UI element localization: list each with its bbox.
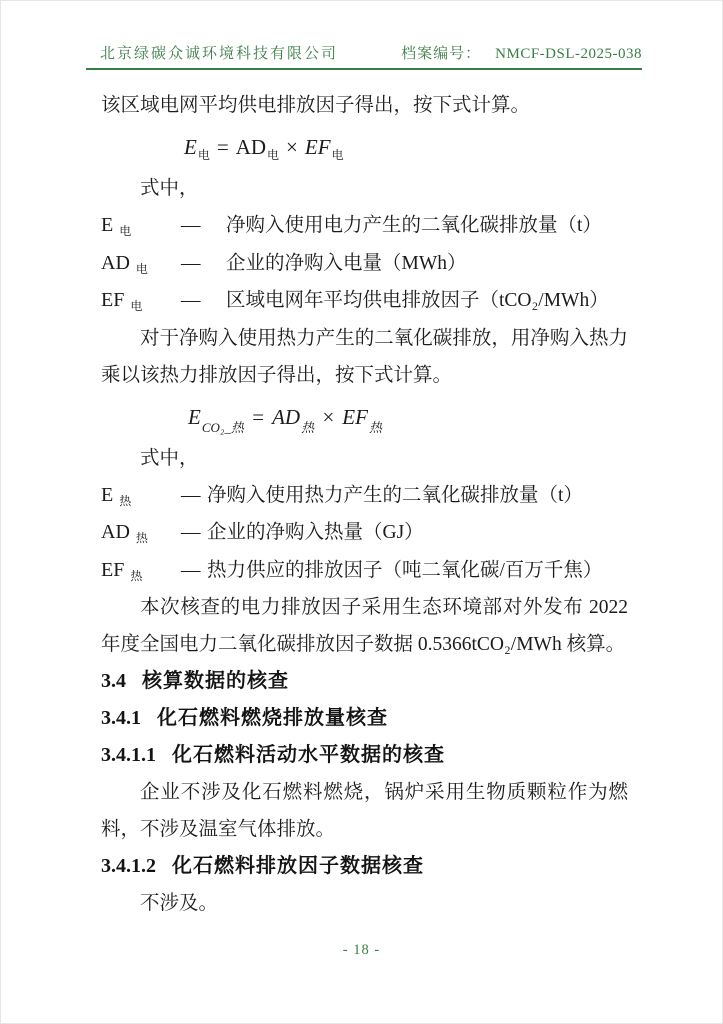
where-label-heat: 式中， — [140, 447, 199, 469]
paragraph-biomass: 企业不涉及化石燃料燃烧，锅炉采用生物质颗粒作为燃料，不涉及温室气体排放。 — [101, 782, 628, 840]
definition-dash: — — [181, 522, 201, 543]
formula-heat-term2: EF — [342, 404, 368, 429]
heading-number: 3.4.1 — [101, 707, 141, 729]
formula-heat-term1: AD — [272, 404, 301, 429]
formula-elec-lhs-sub: 电 — [197, 148, 210, 162]
definition-dash: — — [181, 215, 201, 236]
definition-dash: — — [181, 252, 201, 274]
symbol-ef-elec: EF $_电$ — [101, 289, 143, 313]
definition-desc: 区域电网年平均供电排放因子（tCO₂/MWh） — [226, 290, 609, 311]
definition-desc: 企业的净购入热量（GJ） — [207, 522, 424, 543]
formula-heat — [101, 394, 628, 440]
formula-elec-lhs: E — [184, 135, 197, 159]
company-name: 北京绿碳众诚环境科技有限公司 — [100, 46, 339, 62]
formula-electricity — [101, 124, 628, 170]
definition-dash: — — [181, 484, 201, 506]
formula-elec-term2: EF — [304, 135, 331, 159]
definition-dash: — — [181, 290, 201, 311]
file-number-group — [401, 42, 642, 63]
heading-title: 核算数据的核查 — [142, 670, 289, 692]
header-rule — [86, 68, 642, 70]
heading-3-4 — [101, 663, 628, 700]
symbol-e-heat: E $_热$ — [101, 483, 132, 508]
symbol-ad-elec: AD $_电$ — [101, 251, 148, 276]
heading-title: 化石燃料燃烧排放量核查 — [157, 707, 388, 729]
definition-desc: 企业的净购入电量（MWh） — [226, 252, 467, 274]
definition-row-ad-elec — [101, 245, 628, 283]
formula-elec-equals: = — [216, 135, 229, 159]
definition-row-e-elec — [101, 207, 628, 245]
heading-3-4-1-2 — [101, 848, 628, 885]
formula-elec-term1: AD — [235, 135, 267, 159]
definition-row-ef-elec — [101, 282, 628, 320]
formula-heat-term2-sub: 热 — [368, 419, 382, 435]
page-header — [86, 42, 642, 63]
heading-title: 化石燃料排放因子数据核查 — [172, 855, 424, 877]
paragraph-heat: 对于净购入使用热力产生的二氧化碳排放，用净购入热力乘以该热力排放因子得出，按下式计算。 — [101, 327, 628, 386]
definition-row-e-heat — [101, 477, 628, 515]
page-number: - 18 - — [342, 942, 381, 958]
definition-dash: — — [181, 559, 201, 581]
paragraph-emission-factor: 本次核查的电力排放因子采用生态环境部对外发布 2022 年度全国电力二氧化碳排放因子数据 0.5366tCO₂/MWh 核算。 — [101, 597, 628, 655]
formula-elec-times: × — [286, 135, 298, 159]
heading-number: 3.4 — [101, 670, 126, 692]
definition-desc: 热力供应的排放因子（吨二氧化碳/百万千焦） — [207, 559, 603, 581]
paragraph-continuation: 该区域电网平均供电排放因子得出，按下式计算。 — [101, 95, 531, 116]
formula-elec-term1-sub: 电 — [267, 148, 280, 162]
symbol-ef-heat: EF $_热$ — [101, 558, 143, 583]
definition-desc: 净购入使用电力产生的二氧化碳排放量（t） — [226, 215, 602, 236]
heading-number: 3.4.1.2 — [101, 855, 156, 877]
definition-row-ad-heat — [101, 514, 628, 552]
heading-3-4-1 — [101, 700, 628, 737]
symbol-ad-heat: AD $_热$ — [101, 521, 148, 545]
formula-heat-times: × — [321, 404, 336, 429]
file-number-label: 档案编号： — [401, 46, 482, 62]
heading-number: 3.4.1.1 — [101, 744, 156, 766]
formula-elec-term2-sub: 电 — [331, 148, 344, 162]
paragraph-not-involved: 不涉及。 — [140, 893, 219, 914]
document-body — [101, 87, 628, 922]
where-label-electricity: 式中， — [140, 178, 199, 199]
heading-title: 化石燃料活动水平数据的核查 — [172, 744, 445, 766]
file-number-value: NMCF-DSL-2025-038 — [495, 46, 642, 62]
symbol-e-elec: E $_电$ — [101, 214, 132, 238]
definition-row-ef-heat — [101, 552, 628, 590]
formula-heat-lhs: E — [188, 404, 201, 429]
formula-heat-lhs-sub: CO₂_热 — [201, 419, 244, 435]
formula-heat-equals: = — [250, 404, 266, 429]
formula-heat-term1-sub: 热 — [301, 419, 315, 435]
heading-3-4-1-1 — [101, 737, 628, 774]
definition-desc: 净购入使用热力产生的二氧化碳排放量（t） — [207, 484, 583, 506]
